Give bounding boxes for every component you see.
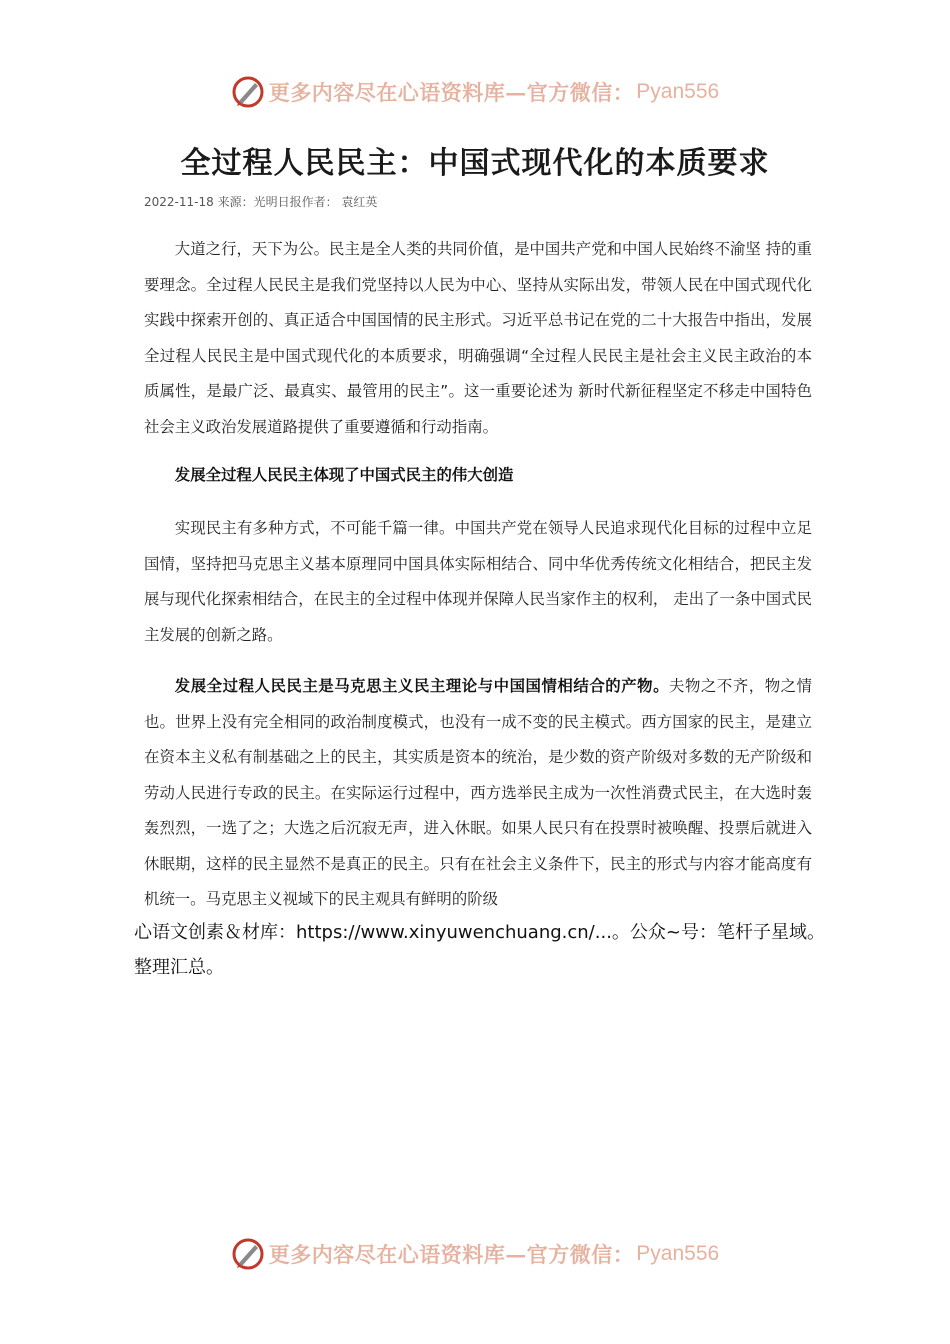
banner-text: 更多内容尽在心语资料库—官方微信： xyxy=(268,1242,635,1267)
pen-logo-icon xyxy=(231,75,265,109)
paragraph-3-lead: 发展全过程人民民主是马克思主义民主理论与中国国情相结合的产物。 xyxy=(174,677,670,695)
header-banner xyxy=(0,72,950,112)
footer-banner xyxy=(0,1234,950,1274)
section-heading: 发展全过程人民民主体现了中国式民主的伟大创造 xyxy=(174,466,514,484)
paragraph-3 xyxy=(144,669,812,918)
banner-wechat-id: Pyan556 xyxy=(636,80,720,103)
banner-wechat-id: Pyan556 xyxy=(636,1242,720,1265)
article-date: 2022-11-18 xyxy=(144,195,214,209)
article-meta xyxy=(144,193,377,210)
banner-text: 更多内容尽在心语资料库—官方微信： xyxy=(268,80,635,105)
paragraph-2: 实现民主有多种方式，不可能千篇一律。中国共产党在领导人民追求现代化目标的过程中立足国情，坚持把马克思主义基本原理同中国具体实际相结合、同中华优秀传统文化相结合，把民主发展与现代化探索相结合，在民主的全过程中体现并保障人民当家作主的权利， 走出了一条中国式民主发展的创新之路。 xyxy=(144,519,812,644)
article-source: 来源：光明日报 xyxy=(217,195,302,209)
paragraph-intro: 大道之行，天下为公。民主是全人类的共同价值，是中国共产党和中国人民始终不渝坚 持的重要理念。全过程人民民主是我们党坚持以人民为中心、坚持从实际出发，带领人民在中国式现代化实践中探索开创的、真正适合中国国情的民主形式。习近平总书记在党的二十大报告中指出，发展全过程人民民主是中国式现代化的本质要求，明确强调“全过程人民民主是社会主义民主政治的本质属性，是最广泛、最真实、最管用的民主”。这一重要论述为 新时代新征程坚定不移走中国特色社会主义政治发展道路提供了重要遵循和行动指南。 xyxy=(144,240,812,436)
paragraph-3-body: 夫物之不齐，物之情也。世界上没有完全相同的政治制度模式，也没有一成不变的民主模式。西方国家的民主，是建立在资本主义私有制基础之上的民主，其实质是资本的统治，是少数的资产阶级对多数的无产阶级和劳动人民进行专政的民主。在实际运行过程中，西方选举民主成为一次性消费式民主，在大选时轰轰烈烈，一选了之；大选之后沉寂无声，进入休眠。如果人民只有在投票时被唤醒、投票后就进入休眠期，这样的民主显然不是真正的民主。只有在社会主义条件下，民主的形式与内容才能高度有机统一。马克思主义视域下的民主观具有鲜明的阶级 xyxy=(144,677,812,908)
pen-logo-icon xyxy=(231,1237,265,1271)
article-author: 作者： 袁红英 xyxy=(301,195,378,209)
footer-note: 心语文创素＆材库：https://www.xinyuwenchuang.cn/...。公众~号：笔杆子星域。整理汇总。 xyxy=(134,922,825,978)
article-title: 全过程人民民主：中国式现代化的本质要求 xyxy=(180,146,770,181)
